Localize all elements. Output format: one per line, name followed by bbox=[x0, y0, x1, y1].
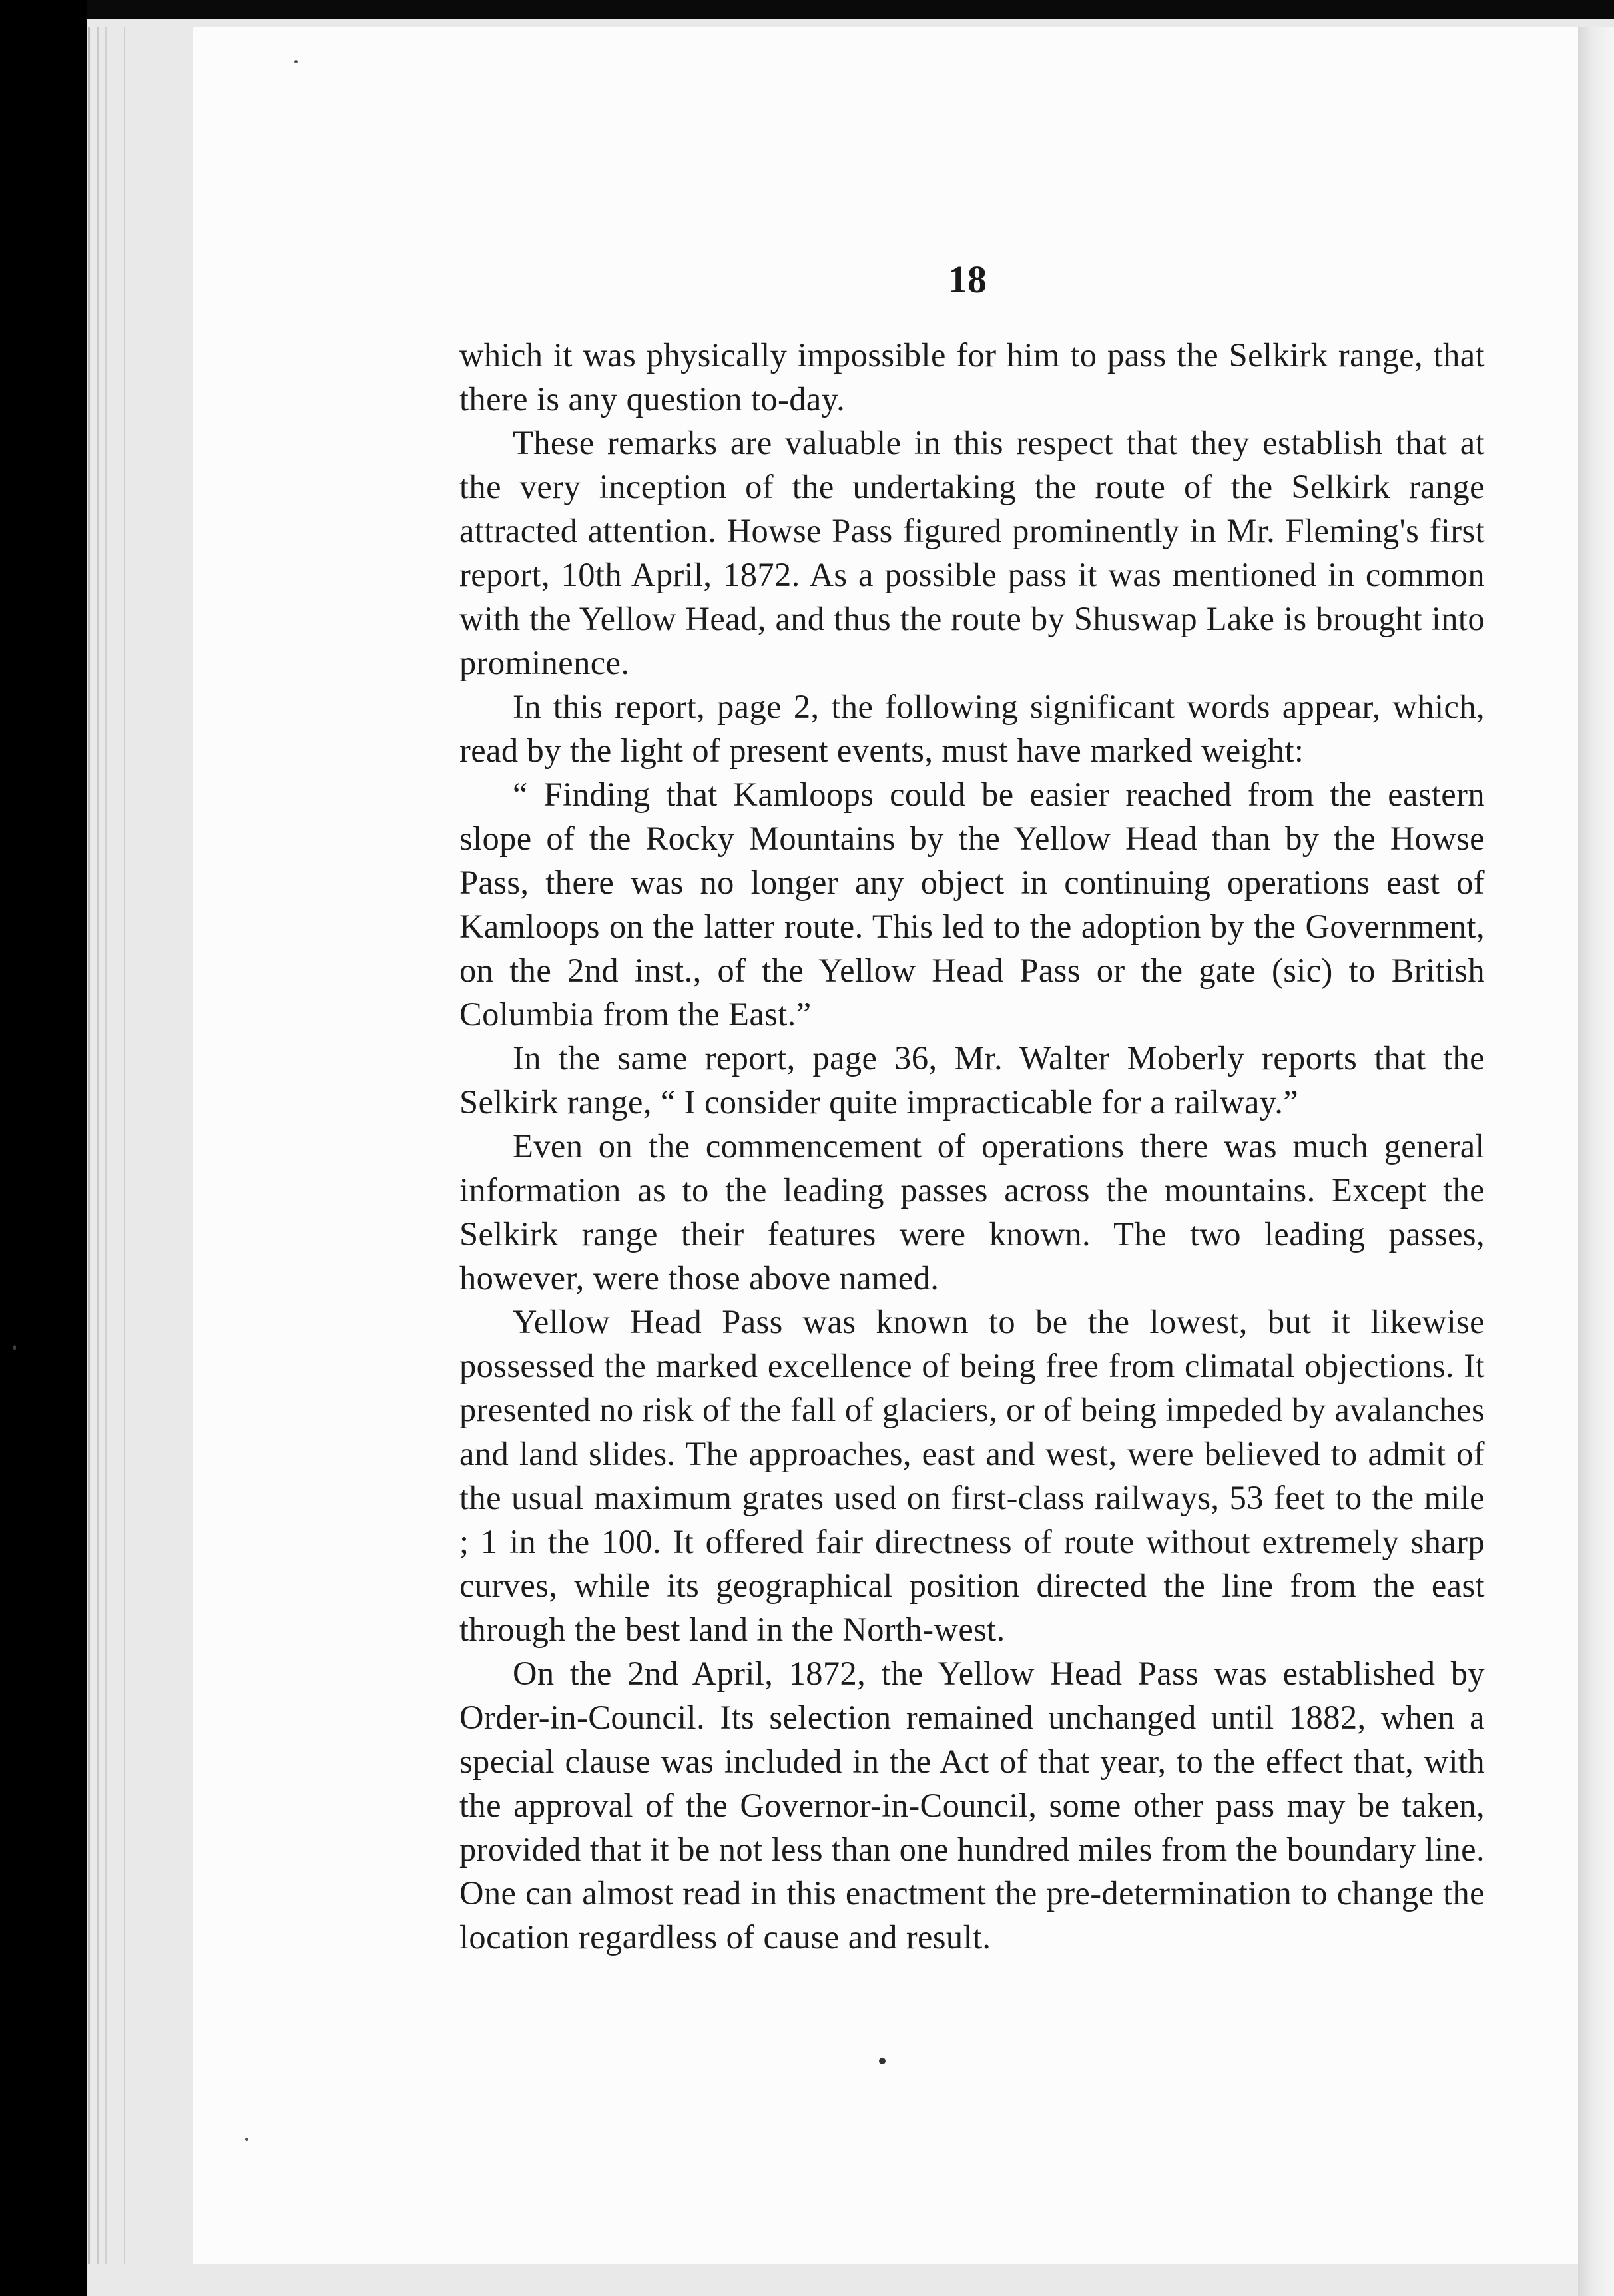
body-text bbox=[459, 333, 1485, 1959]
page-edge-line bbox=[88, 27, 90, 2264]
page-edge-line bbox=[97, 27, 99, 2264]
page-edge-line bbox=[124, 27, 125, 2264]
scan-left-edge bbox=[0, 0, 87, 2296]
paragraph: These remarks are valuable in this respect that they establish that at the very inception of the undertaking the route of the Selkirk range attracted attention. Howse Pass figured prominently in Mr. Fleming's first report, 10th April, 1872. As a possible pass it was mentioned in common with the Yellow Head, and thus the route by Shuswap Lake is brought into prominence. bbox=[459, 424, 1485, 681]
paragraph: Even on the commencement of operations there was much general information as to the leading passes across the mountains. Except the Selkirk range their features were known. The two leading passes, however, were those above named. bbox=[459, 1127, 1485, 1296]
scan-speck bbox=[294, 60, 298, 63]
page-right-shadow bbox=[1578, 27, 1614, 2296]
paragraph: Yellow Head Pass was known to be the lowest, but it likewise possessed the marked excellence of being free from climatal objections. It presented no risk of the fall of glaciers, or of being impeded by avalanches and land slides. The approaches, east and west, were believed to admit of the usual maximum grates used on first-class railways, 53 feet to the mile ; 1 in the 100. It offered fair directness of route without extremely sharp curves, while its geographical position directed the line from the east through the best land in the North-west. bbox=[459, 1303, 1485, 1648]
scan-speck bbox=[13, 1345, 16, 1350]
quotation-paragraph: “ Finding that Kamloops could be easier reached from the eastern slope of the Rocky Mountains by the Yellow Head than by the Howse Pass, there was no longer any object in continuing operations east of Kamloops on the latter route. This led to the adoption by the Government, on the 2nd inst., of the Yellow Head Pass or the gate (sic) to British Columbia from the East.” bbox=[459, 776, 1485, 1033]
page-edge-line bbox=[105, 27, 107, 2264]
footer-dot bbox=[879, 2058, 886, 2064]
scan-speck bbox=[245, 2138, 248, 2141]
paragraph: On the 2nd April, 1872, the Yellow Head Pass was established by Order-in-Council. Its selection remained unchanged until 1882, when a special clause was included in the Act of that year, to the effect that, with the approval of the Governor-in-Council, some other pass may be taken, provided that it be not less than one hundred miles from the boundary line. One can almost read in this enactment the pre-determination to change the location regardless of cause and result. bbox=[459, 1655, 1485, 1956]
paragraph: In the same report, page 36, Mr. Walter Moberly reports that the Selkirk range, “ I consider quite impracticable for a railway.” bbox=[459, 1039, 1485, 1121]
paragraph: which it was physically impossible for him to pass the Selkirk range, that there is any question to-day. bbox=[459, 336, 1485, 418]
page-number: 18 bbox=[948, 258, 987, 301]
paragraph: In this report, page 2, the following significant words appear, which, read by the light of present events, must have marked weight: bbox=[459, 688, 1485, 769]
